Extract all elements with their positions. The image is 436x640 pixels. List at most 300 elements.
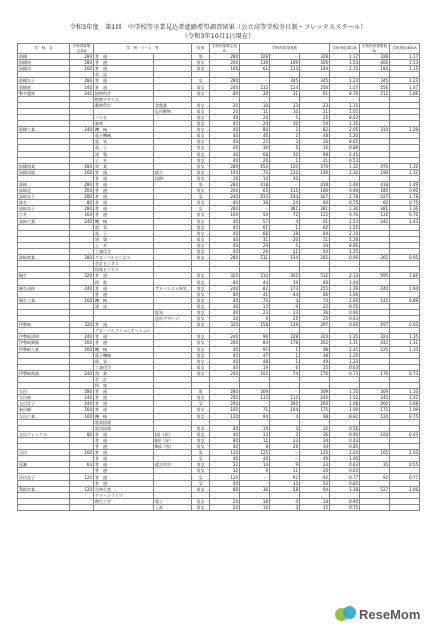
table-cell: 0 — [270, 498, 300, 504]
table-cell: 男女 — [192, 346, 210, 352]
table-cell: バイオ — [94, 114, 154, 120]
table-cell: 240 — [210, 401, 240, 407]
table-body — [18, 54, 420, 511]
table-cell: 160 — [70, 407, 94, 413]
table-cell: 電子機械 — [94, 352, 154, 358]
table-cell: 前橋商業 — [18, 163, 70, 169]
table-cell: 302 — [270, 273, 300, 279]
table-cell: 342 — [360, 218, 390, 224]
table-cell: 370 — [360, 163, 390, 169]
table-cell: 40 — [210, 297, 240, 303]
table-cell: 1.23 — [390, 78, 420, 84]
table-cell: 情報ビジネス — [94, 267, 154, 273]
table-cell: 74 — [270, 370, 300, 376]
table-cell: 男 — [192, 54, 210, 60]
table-cell: 商 業 — [94, 370, 154, 376]
table-cell — [360, 504, 390, 510]
table-cell: 0.89 — [390, 297, 420, 303]
table-cell: 男女 — [192, 358, 210, 364]
table-cell: 0.75 — [390, 200, 420, 206]
table-cell: 32 — [210, 468, 240, 474]
table-cell: 132 — [240, 84, 270, 90]
table-cell: 0.90 — [330, 309, 360, 315]
table-cell: 54 — [300, 121, 330, 127]
table-cell: 250 — [240, 163, 270, 169]
table-cell: 普 通 — [94, 194, 154, 200]
table-cell: 104 — [360, 431, 390, 437]
table-cell: 80 — [210, 437, 240, 443]
table-cell: 66 — [240, 230, 270, 236]
table-cell: 0.93 — [390, 322, 420, 328]
table-cell: 電 子 — [94, 145, 154, 151]
table-cell: 太田フレックス — [18, 431, 70, 437]
table-cell: 太田女子 — [18, 401, 70, 407]
table-cell: 381 — [270, 206, 300, 212]
table-cell: 男女 — [192, 444, 210, 450]
table-cell: 104 — [270, 407, 300, 413]
table-cell: 0.55 — [390, 462, 420, 468]
table-cell: 応用動物 — [154, 108, 192, 114]
table-cell: 0.73 — [390, 370, 420, 376]
table-cell: 280 — [70, 181, 94, 187]
table-cell: 80 — [240, 127, 270, 133]
table-cell: 1.23 — [330, 358, 360, 364]
table-cell: 280 — [210, 389, 240, 395]
table-cell: 1.36 — [330, 206, 360, 212]
table-cell: 131 — [240, 255, 270, 261]
table-cell: 伊勢崎清明 — [18, 334, 70, 340]
table-cell: 5 — [270, 242, 300, 248]
table-cell: 0.93 — [330, 322, 360, 328]
table-cell: 太田東 — [18, 395, 70, 401]
page-title: 令和3年度 第1回 中学校等卒業見込者進路希望調査結果（公立高等学校全日制・フレックススクール） — [69, 24, 367, 31]
table-cell: 240 — [70, 370, 94, 376]
table-cell — [70, 504, 94, 510]
table-cell: 0.63 — [330, 364, 360, 370]
table-cell: 0.73 — [330, 370, 360, 376]
table-cell: 240 — [210, 194, 240, 200]
table-cell: 1.17 — [390, 54, 420, 60]
table-cell: 1.53 — [390, 60, 420, 66]
table-cell: 256 — [360, 84, 390, 90]
table-cell: 高崎 — [18, 181, 70, 187]
table-cell: 男女 — [192, 218, 210, 224]
table-cell: 127 — [360, 486, 390, 492]
table-cell: 普 通 — [94, 462, 154, 468]
table-cell: － — [270, 389, 300, 395]
table-cell: 80 — [210, 90, 240, 96]
table-cell: 24 — [240, 121, 270, 127]
table-cell: 25 — [300, 316, 330, 322]
table-cell: 85 — [300, 291, 330, 297]
table-cell: 320 — [70, 322, 94, 328]
table-header-row — [18, 44, 420, 54]
table-cell: 280 — [70, 206, 94, 212]
table-cell: 80 — [210, 291, 240, 297]
table-cell: 21 — [300, 157, 330, 163]
table-cell: 34 — [300, 437, 330, 443]
table-cell: 44 — [240, 279, 270, 285]
table-cell: 男女 — [192, 163, 210, 169]
table-cell: 普 通 — [94, 285, 154, 291]
table-cell: 1.10 — [330, 389, 360, 395]
table-cell: 土 木 — [94, 242, 154, 248]
table-cell: 418 — [360, 181, 390, 187]
table-cell: 尾瀬 — [18, 462, 70, 468]
table-cell: 32 — [210, 462, 240, 468]
table-cell: 80 — [70, 431, 94, 437]
table-cell: 普 通 — [94, 456, 154, 462]
table-cell: 高崎工業 — [18, 218, 70, 224]
table-cell: 40 — [210, 346, 240, 352]
table-cell: 普 通 — [94, 84, 154, 90]
table-cell: 280 — [70, 194, 94, 200]
table-cell: 2.13 — [330, 273, 360, 279]
table-cell: 40 — [210, 456, 240, 462]
table-cell: 1.78 — [330, 194, 360, 200]
table-cell: 97 — [240, 346, 270, 352]
table-cell: 沼田女子 — [18, 474, 70, 480]
table-cell: 40 — [300, 456, 330, 462]
table-cell: 40 — [210, 431, 240, 437]
table-cell: 普 通 — [94, 437, 154, 443]
table-cell: 13 — [270, 309, 300, 315]
table-cell: 土木 — [154, 504, 192, 510]
table-cell: 23 — [300, 102, 330, 108]
table-cell: 23 — [300, 462, 330, 468]
table-cell — [94, 504, 154, 510]
table-cell: 普 通 — [94, 291, 154, 297]
table-cell: 280 — [70, 54, 94, 60]
table-cell: 120 — [70, 474, 94, 480]
table-cell: 男女 — [192, 486, 210, 492]
table-cell: 0.63 — [330, 462, 360, 468]
table-cell: 64 — [70, 462, 94, 468]
table-cell: 20 — [210, 108, 240, 114]
table-cell: 31 — [270, 90, 300, 96]
table-cell: 女 — [192, 401, 210, 407]
table-cell: 35 — [360, 462, 390, 468]
table-cell: 328 — [360, 54, 390, 60]
table-cell: 機 械 — [94, 127, 154, 133]
table-cell: 120 — [70, 486, 94, 492]
table-cell: 200 — [70, 346, 94, 352]
table-cell: 工業化学 — [94, 249, 154, 255]
table-cell: 普 通 — [94, 175, 154, 181]
table-cell: 男女 — [192, 175, 210, 181]
table-cell: 1 — [270, 157, 300, 163]
table-cell: 普 通 — [94, 206, 154, 212]
table-cell: 40 — [210, 480, 240, 486]
table-cell: 122 — [300, 212, 330, 218]
header-gender: 性別 — [192, 44, 210, 54]
table-cell: 0.85 — [330, 444, 360, 450]
table-cell: 男女 — [192, 370, 210, 376]
table-cell: Ⅱ部（昼） — [154, 437, 192, 443]
table-cell: 理 数 — [94, 279, 154, 285]
table-cell: 11 — [240, 108, 270, 114]
table-cell: 森林 — [94, 121, 154, 127]
table-cell: 136 — [240, 60, 270, 66]
table-cell: 240 — [210, 285, 240, 291]
table-cell: 男女 — [192, 425, 210, 431]
table-cell: 0.83 — [330, 480, 360, 486]
table-cell: 142 — [360, 297, 390, 303]
table-cell: 男女 — [192, 504, 210, 510]
table-cell: 240 — [70, 127, 94, 133]
table-cell: 18 — [270, 230, 300, 236]
table-cell: 0.55 — [330, 425, 360, 431]
table-cell: 280 — [210, 54, 240, 60]
table-cell: 20 — [210, 316, 240, 322]
table-cell: 男女 — [192, 431, 210, 437]
resemom-logo-text: ReseMom — [359, 606, 421, 622]
table-cell: 98 — [300, 346, 330, 352]
table-cell: 1.23 — [330, 78, 360, 84]
table-cell: 280 — [70, 60, 94, 66]
table-cell: 1.04 — [330, 450, 360, 456]
table-cell: 1.03 — [390, 450, 420, 456]
table-cell: 80 — [210, 200, 240, 206]
table-cell: 0.95 — [390, 255, 420, 261]
table-cell: 2.10 — [330, 230, 360, 236]
table-cell: 125 — [240, 450, 270, 456]
table-cell: 普 通 — [94, 322, 154, 328]
table-cell: 機 械 — [94, 413, 154, 419]
table-cell: 2.45 — [330, 346, 360, 352]
table-cell: 34 — [300, 444, 330, 450]
table-cell: 40 — [210, 127, 240, 133]
table-cell: 0.75 — [390, 413, 420, 419]
table-cell: 160 — [210, 407, 240, 413]
table-cell: 2.05 — [330, 127, 360, 133]
table-cell: 80 — [70, 200, 94, 206]
table-cell: 0.55 — [330, 303, 360, 309]
table-cell: 65 — [240, 188, 270, 194]
table-cell: － — [240, 480, 270, 486]
table-cell: 48 — [240, 358, 270, 364]
table-cell: 1.10 — [390, 389, 420, 395]
table-cell: 44 — [270, 291, 300, 297]
table-cell: 0.53 — [330, 157, 360, 163]
table-cell: 200 — [70, 340, 94, 346]
table-cell: 男女 — [192, 309, 210, 315]
table-cell: 女 — [192, 474, 210, 480]
table-cell: 280 — [70, 255, 94, 261]
table-cell: 男女 — [192, 66, 210, 72]
table-cell: 男女 — [192, 413, 210, 419]
table-cell: 29 — [240, 249, 270, 255]
table-cell: 328 — [300, 54, 330, 60]
table-cell: 310 — [360, 127, 390, 133]
table-cell: 370 — [300, 163, 330, 169]
table-cell: 83 — [300, 279, 330, 285]
table-cell: 280 — [210, 206, 240, 212]
table-cell: 女 — [192, 78, 210, 84]
table-cell: 22 — [300, 425, 330, 431]
table-cell: 240 — [360, 285, 390, 291]
table-cell: 男女 — [192, 352, 210, 358]
table-cell: 1.36 — [390, 206, 420, 212]
table-cell: 勢多農林 — [18, 90, 70, 96]
table-cell: 電子 — [154, 498, 192, 504]
table-cell: 98 — [300, 151, 330, 157]
table-cell: 242 — [360, 340, 390, 346]
table-cell: 61 — [240, 224, 270, 230]
table-cell: 桐生清桜 — [18, 285, 70, 291]
table-cell: 男女 — [192, 157, 210, 163]
table-cell: 普 通 — [94, 169, 154, 175]
table-cell: 男女 — [192, 212, 210, 218]
table-cell: 94 — [300, 486, 330, 492]
table-cell: 普 通 — [94, 188, 154, 194]
table-cell: 電気情報 — [94, 419, 154, 425]
table-cell: 92 — [360, 474, 390, 480]
table-cell: 普 通 — [94, 444, 154, 450]
table-cell: 0 — [240, 316, 270, 322]
table-cell: 305 — [360, 60, 390, 66]
table-cell: 228 — [270, 334, 300, 340]
table-cell: 女 — [192, 194, 210, 200]
table-cell: 高崎女子 — [18, 206, 70, 212]
table-cell: 82 — [300, 127, 330, 133]
table-cell: 1.15 — [330, 66, 360, 72]
table-cell: 普 通 — [94, 78, 154, 84]
table-cell: 190 — [360, 169, 390, 175]
table-cell: 1.49 — [330, 181, 360, 187]
table-cell: 高崎北 — [18, 188, 70, 194]
table-cell: 1 — [270, 358, 300, 364]
table-cell: 榛名 — [18, 200, 70, 206]
table-cell: 2 — [270, 127, 300, 133]
table-cell: 427 — [300, 194, 330, 200]
table-cell: 普 通 — [94, 60, 154, 66]
table-cell: 1.43 — [390, 218, 420, 224]
table-cell: 土 木 — [94, 157, 154, 163]
table-cell: 12 — [240, 504, 270, 510]
table-cell: 22 — [300, 303, 330, 309]
table-cell: 1.32 — [390, 163, 420, 169]
table-cell: 84 — [300, 230, 330, 236]
header-school-applicants: 学校別希望者数D — [360, 44, 390, 54]
table-cell: 英 語 — [94, 72, 154, 78]
table-cell: 115 — [270, 188, 300, 194]
table-cell: 造形デザイン — [154, 316, 192, 322]
table-cell: 男女 — [192, 121, 210, 127]
table-cell: 324 — [360, 334, 390, 340]
table-cell: 1.06 — [330, 291, 360, 297]
table-cell: － — [270, 456, 300, 462]
table-cell: 1.35 — [390, 334, 420, 340]
table-cell: 160 — [210, 212, 240, 218]
table-cell: 9 — [270, 462, 300, 468]
table-cell: 240 — [70, 334, 94, 340]
table-cell: 0.90 — [390, 188, 420, 194]
table-cell: 4 — [270, 218, 300, 224]
table-cell: 240 — [70, 84, 94, 90]
table-cell: － — [240, 474, 270, 480]
table-cell: 男女 — [192, 395, 210, 401]
table-cell: 電 子 — [94, 230, 154, 236]
table-cell: 40 — [210, 358, 240, 364]
table-cell: 245 — [360, 395, 390, 401]
table-cell: 36 — [240, 200, 270, 206]
table-cell: 280 — [210, 255, 240, 261]
table-cell: 200 — [210, 60, 240, 66]
table-cell: 98 — [300, 413, 330, 419]
table-cell: 1.15 — [390, 66, 420, 72]
table-cell: 20 — [270, 236, 300, 242]
table-cell: 30 — [270, 151, 300, 157]
table-cell: 男女 — [192, 462, 210, 468]
table-cell: 1.20 — [330, 352, 360, 358]
table-cell: 51 — [300, 236, 330, 242]
table-cell: 普 通 — [94, 450, 154, 456]
table-cell: 418 — [300, 181, 330, 187]
table-cell: 165 — [360, 450, 390, 456]
table-cell: 40 — [210, 249, 240, 255]
table-cell: 200 — [210, 340, 240, 346]
table-cell: 260 — [360, 401, 390, 407]
table-cell: 324 — [300, 334, 330, 340]
table-cell: 10 — [270, 108, 300, 114]
table-cell: 30 — [270, 175, 300, 181]
table-cell: 158 — [240, 322, 270, 328]
table-cell: 6 — [270, 364, 300, 370]
table-cell: 食農業 — [154, 102, 192, 108]
table-cell: 伊勢崎商業 — [18, 370, 70, 376]
table-cell: 1.35 — [330, 121, 360, 127]
table-cell: 普 通 — [94, 468, 154, 474]
table-cell: 40 — [210, 425, 240, 431]
table-cell: 機 械 — [94, 346, 154, 352]
table-cell: 男女 — [192, 127, 210, 133]
table-cell: Ⅰ部（昼） — [154, 431, 192, 437]
table-cell: 女 — [192, 206, 210, 212]
table-cell: 200 — [70, 188, 94, 194]
table-cell: 260 — [270, 401, 300, 407]
table-cell: 植物科学 — [94, 90, 154, 96]
table-cell: 男女 — [192, 114, 210, 120]
table-cell: － — [270, 181, 300, 187]
table-cell: 176 — [360, 370, 390, 376]
table-cell: 0.63 — [330, 114, 360, 120]
table-cell: 伊勢崎 — [18, 322, 70, 328]
table-cell: 173 — [270, 285, 300, 291]
table-cell: 男女 — [192, 407, 210, 413]
table-cell: 122 — [360, 212, 390, 218]
table-cell: 男女 — [192, 60, 210, 66]
table-cell: 40 — [210, 230, 240, 236]
table-cell: 男女 — [192, 498, 210, 504]
table-cell: 84 — [240, 340, 270, 346]
table-cell: 200 — [210, 188, 240, 194]
table-cell: 男女 — [192, 285, 210, 291]
table-cell: 30 — [270, 121, 300, 127]
table-cell: 13 — [240, 303, 270, 309]
table-cell: 男女 — [192, 279, 210, 285]
table-cell: 134 — [270, 255, 300, 261]
table-cell: 260 — [300, 401, 330, 407]
table-cell: 8 — [240, 444, 270, 450]
table-cell: 0.75 — [330, 504, 360, 510]
table-cell: 50 — [300, 249, 330, 255]
table-cell: 前橋清陵 — [18, 169, 70, 175]
table-cell: 1.06 — [390, 486, 420, 492]
table-cell: 男女 — [192, 224, 210, 230]
table-cell: グローバルビジネス — [94, 255, 154, 261]
table-cell: 0.88 — [330, 145, 360, 151]
